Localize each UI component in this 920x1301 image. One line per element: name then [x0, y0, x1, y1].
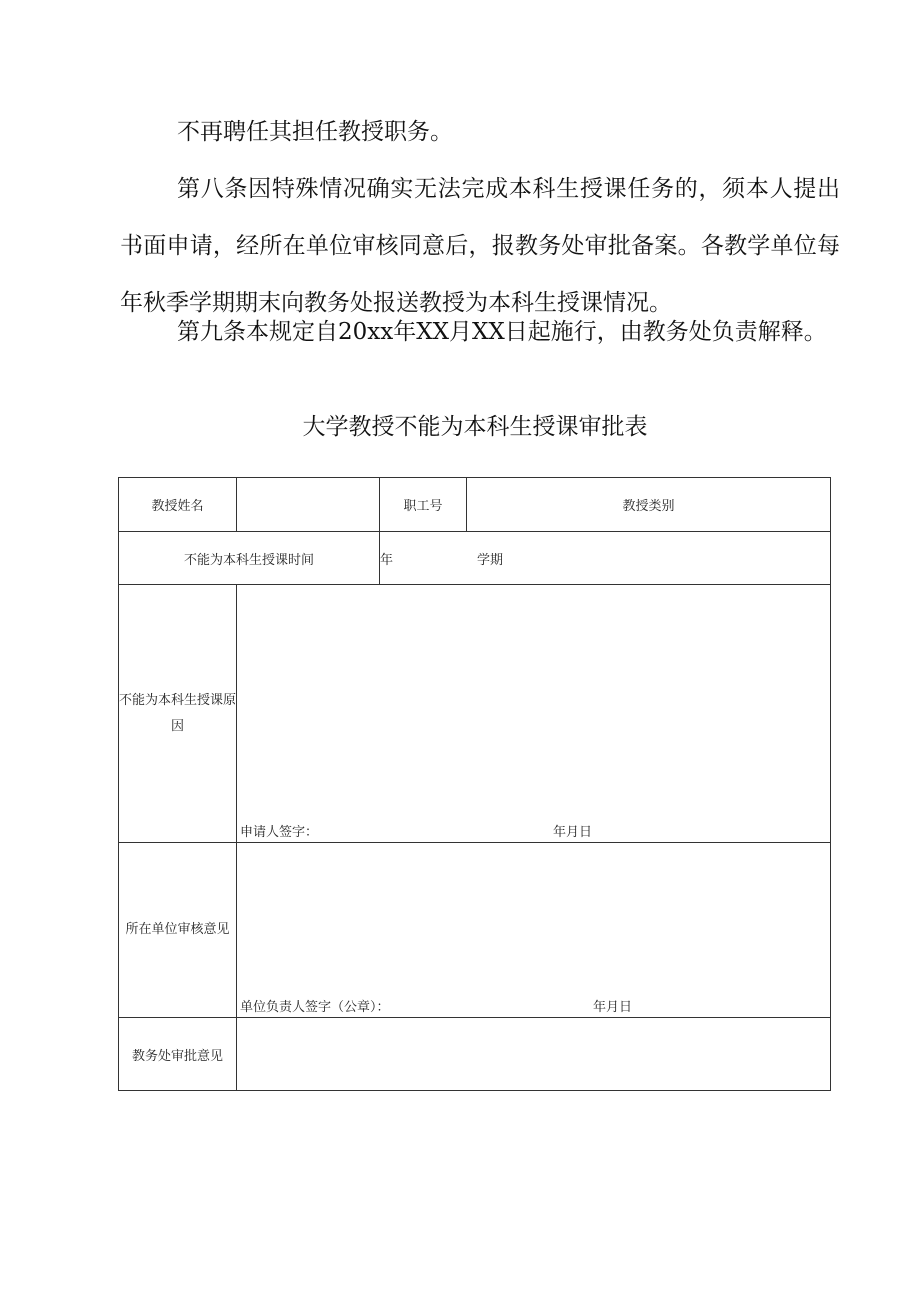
office-approval-field[interactable]	[237, 1018, 831, 1091]
office-approval-label: 教务处审批意见	[119, 1018, 237, 1091]
body-line-1	[120, 104, 840, 161]
unit-review-field[interactable]	[237, 843, 831, 1018]
semester-label: 学期	[477, 552, 504, 568]
unit-review-date-label: 年月日	[593, 1000, 633, 1015]
article-9: 第九条本规定自20xx年XX月XX日起施行，由教务处负责解释。	[177, 319, 827, 345]
professor-name-field[interactable]	[237, 478, 380, 532]
form-row-basic-info	[119, 478, 831, 532]
form-row-unit-review	[119, 843, 831, 1018]
approval-form-table	[118, 477, 831, 1091]
unit-head-signature-label: 单位负责人签字（公章）：	[240, 1000, 390, 1015]
unit-review-label: 所在单位审核意见	[119, 843, 237, 1018]
reason-label: 不能为本科生授课原因	[119, 585, 237, 843]
staff-id-label: 职工号	[380, 478, 467, 532]
form-row-office-approval	[119, 1018, 831, 1091]
year-label: 年	[380, 552, 394, 568]
applicant-date-label: 年月日	[553, 825, 593, 840]
no-teaching-time-field[interactable]	[380, 532, 831, 585]
form-row-reason	[119, 585, 831, 843]
form-title: 大学教授不能为本科生授课审批表	[302, 414, 648, 440]
applicant-signature-label: 申请人签字：	[240, 825, 319, 840]
no-teaching-time-label: 不能为本科生授课时间	[119, 532, 380, 585]
professor-name-label: 教授姓名	[119, 478, 237, 532]
article-8: 第八条因特殊情况确实无法完成本科生授课任务的，须本人提出书面申请，经所在单位审核同意后，报教务处审批备案。各教学单位每年秋季学期期末向教务处报送教授为本科生授课情况。	[120, 176, 840, 316]
professor-category-label: 教授类别	[467, 478, 831, 532]
form-row-time	[119, 532, 831, 585]
reason-field[interactable]	[237, 585, 831, 843]
body-line-1-text: 不再聘任其担任教授职务。	[177, 119, 453, 145]
